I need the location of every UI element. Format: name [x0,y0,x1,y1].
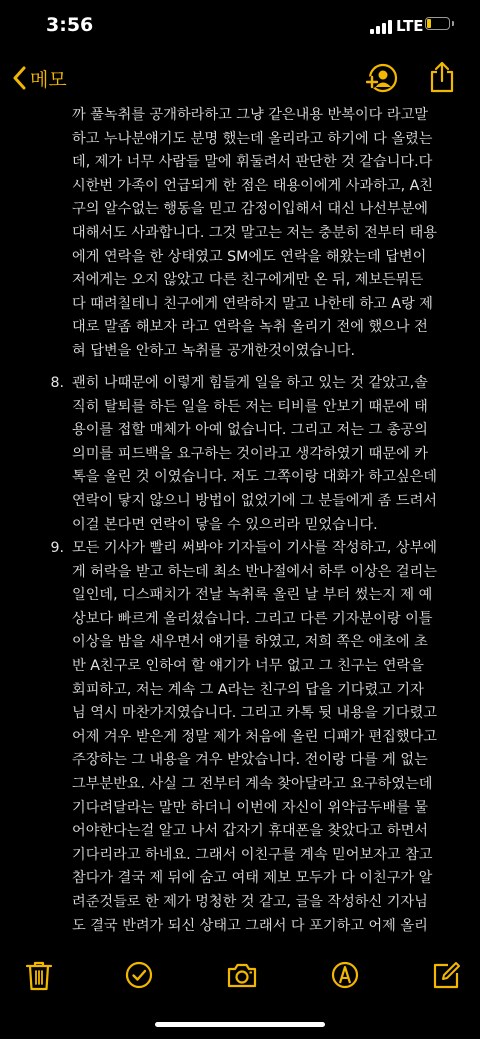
note-line: 에게 연락을 한 상태였고 SM에도 연락을 해왔는데 답변이 [72,248,427,265]
note-body[interactable] [0,100,480,950]
note-line: 구의 알수없는 행동을 믿고 감정이입해서 대신 나선부분에 [72,201,428,218]
chevron-left-icon [12,66,26,90]
note-line: 어제 겨우 받은게 정말 제가 처음에 올린 디패가 편집했다고 [72,728,438,745]
compose-button[interactable] [428,957,464,993]
note-line: 기다리라고 하네요. 그래서 이친구를 계속 믿어보자고 참고 [72,846,433,863]
note-line: 반 A친구로 인하여 할 얘기가 너무 없고 그 친구는 연락을 [72,657,424,674]
note-line: 주장하는 그 내용을 겨우 받았습니다. 전이랑 다를 게 없는 [72,752,428,769]
markup-button[interactable] [327,957,363,993]
note-line: 모든 기사가 빨리 써봐야 기자들이 기사를 작성하고, 상부에 [72,540,438,556]
bottom-toolbar [0,955,480,995]
note-paragraph-9 [72,537,457,938]
note-line: 님 역시 마찬가지였습니다. 그리고 카톡 뒷 내용을 기다렸고 [72,705,438,722]
note-line: 대해서도 사과합니다. 그것 말고는 저는 충분히 전부터 태용 [72,224,438,241]
note-line: 의미를 피드백을 요구하는 것이라고 생각하였기 때문에 카 [72,445,428,462]
note-line: 그부분반요. 사실 그 전부터 계속 찾아달라고 요구하였는데 [72,775,433,792]
note-line: 시한번 가족이 언급되게 한 점은 태용이에게 사과하고, A친 [72,177,434,194]
trash-icon [21,957,57,993]
back-button[interactable] [12,64,67,92]
note-line: 혀 답변을 안하고 녹취를 공개한것이였습니다. [72,342,355,359]
note-line: 참다가 결국 제 뒤에 숨고 여태 제보 모두가 다 이친구가 알 [72,870,433,887]
note-line: 연락이 닿지 않으니 방법이 없었기에 그 분들에게 좀 드려서 [72,492,438,509]
note-line: 하고 누나분얘기도 분명 했는데 올리라고 하기에 다 올렸는 [72,130,433,147]
note-line: 다 때려칠테니 친구에게 연락하지 말고 나한테 하고 A랑 제 [72,295,434,312]
camera-icon [224,957,260,993]
checklist-button[interactable] [121,957,157,993]
list-number-8: 8. [50,375,64,391]
back-label: 메모 [30,68,67,91]
markup-icon [327,957,363,993]
note-line: 까 풀녹취를 공개하라하고 그냥 같은내용 반복이다 라고말 [72,107,428,123]
note-line: 회피하고, 저는 계속 그 A라는 친구의 답을 기다렸고 기자 [72,681,424,698]
network-type: LTE [396,17,424,35]
note-line: 저에게는 오지 않았고 다른 친구에게만 온 뒤, 제보든뭐든 [72,272,424,289]
note-line: 괜히 나때문에 이렇게 힘들게 일을 하고 있는 것 같았고,솔 [72,375,428,391]
note-line: 이걸 본다면 연락이 닿을 수 있으리라 믿었습니다. [72,516,378,533]
note-paragraph-intro [72,104,457,364]
note-line: 상보다 빠르게 올리셨습니다. 그리고 다른 기자분이랑 이틀 [72,610,433,627]
list-number-9: 9. [50,540,64,556]
status-time: 3:56 [46,14,94,36]
note-line: 대로 말좀 해보자 라고 연락을 녹취 올리기 전에 했으나 전 [72,319,428,336]
note-line: 기다려달라는 말만 하더니 이번에 자신이 위약금두배를 물 [72,799,428,816]
status-bar [0,0,480,52]
nav-bar [0,52,480,102]
add-collaborator-button[interactable] [366,62,398,98]
battery-cap [452,21,454,26]
note-line: 톡을 올린 것 이였습니다. 저도 그쪽이랑 대화가 하고싶은데 [72,469,438,486]
note-line: 일인데, 디스패치가 전날 녹취록 올린 날 부터 썼는지 제 예 [72,587,433,604]
battery-icon [425,17,450,30]
note-line: 데, 제가 너무 사람들 말에 휘둘려서 판단한 것 같습니다.다 [72,154,433,171]
delete-button[interactable] [21,957,57,993]
share-icon [428,60,456,94]
note-line: 려준것들로 한 제가 멍청한 것 같고, 글을 작성하신 기자님 [72,893,428,910]
signal-icon [370,20,392,34]
note-line: 직히 탈퇴를 하든 일을 하든 저는 티비를 안보기 때문에 태 [72,398,428,415]
note-line: 어야한다는걸 알고 나서 갑자기 휴대폰을 찾았다고 하면서 [72,823,428,840]
note-line: 용이를 접할 매체가 아예 없습니다. 그리고 저는 그 총공의 [72,422,428,439]
add-person-icon [366,62,398,94]
camera-button[interactable] [224,957,260,993]
note-paragraph-8 [72,372,457,537]
share-button[interactable] [428,60,456,98]
home-indicator[interactable] [155,1022,325,1027]
note-line: 도 결국 반려가 되신 상태고 그래서 다 포기하고 어제 올리 [72,917,428,934]
note-line: 이상을 밤을 새우면서 얘기를 하였고, 저희 쪽은 애초에 초 [72,634,428,651]
compose-icon [428,957,464,993]
note-line: 게 허락을 받고 하는데 최소 반나절에서 하루 이상은 걸리는 [72,563,438,580]
checklist-icon [121,957,157,993]
